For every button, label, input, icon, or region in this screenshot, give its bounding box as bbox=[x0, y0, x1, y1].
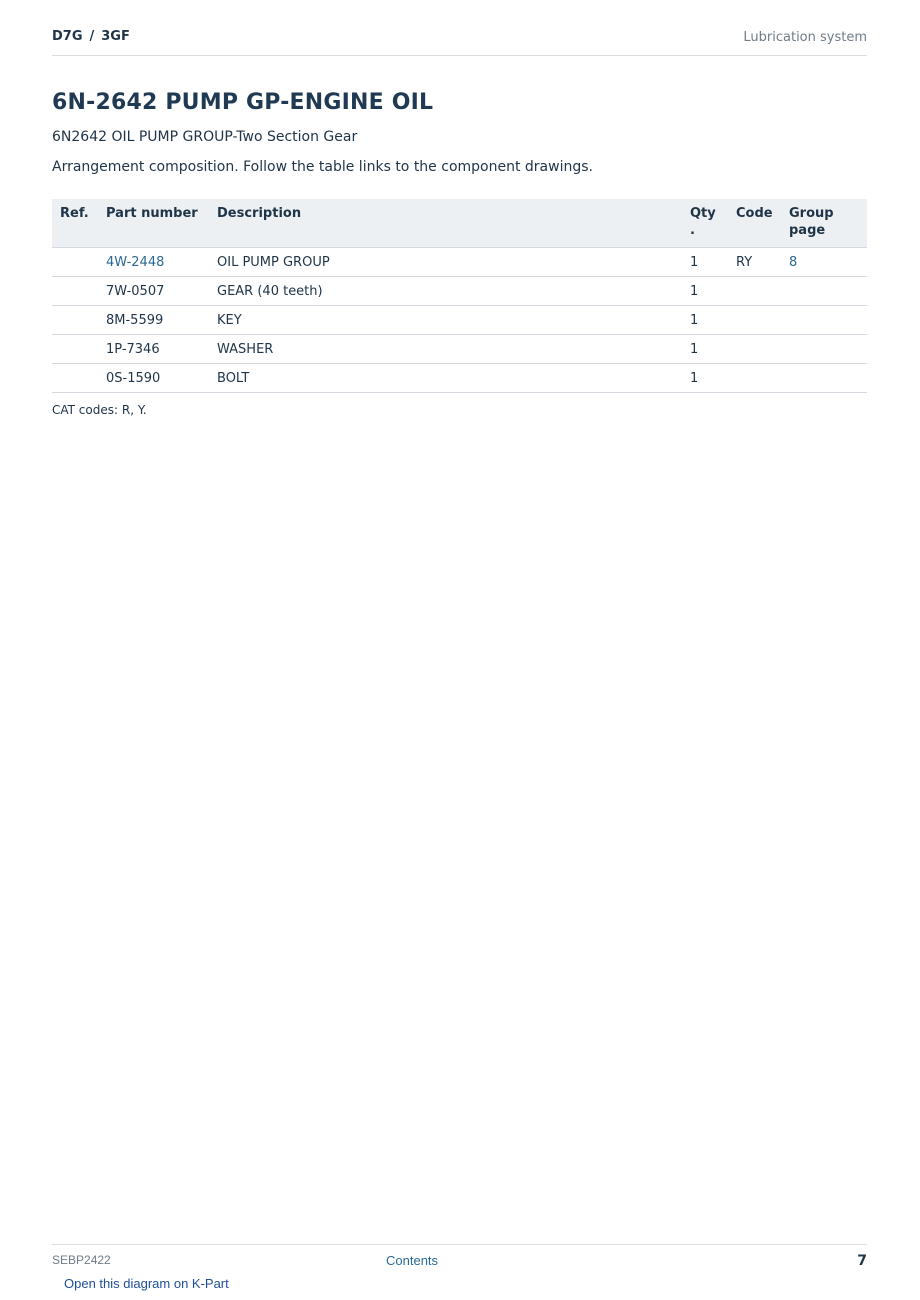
column-header-qty bbox=[690, 199, 736, 248]
cell-ref bbox=[52, 248, 106, 277]
cell-group-page bbox=[789, 364, 867, 393]
open-in-kpart-link[interactable]: Open this diagram on K-Part bbox=[64, 1276, 229, 1291]
cell-code bbox=[736, 277, 789, 306]
column-header-page-label: page bbox=[789, 223, 826, 238]
cell-part-number: 0S-1590 bbox=[106, 364, 217, 393]
column-header-qty-label: Qty bbox=[690, 206, 716, 221]
page-footer bbox=[52, 1244, 867, 1272]
breadcrumb-separator: / bbox=[89, 29, 95, 44]
cell-qty: 1 bbox=[690, 335, 736, 364]
page-title: 6N-2642 PUMP GP-ENGINE OIL bbox=[52, 90, 434, 115]
column-header-part-number: Part number bbox=[106, 199, 217, 248]
intro-text: Arrangement composition. Follow the table links to the component drawings. bbox=[52, 159, 593, 175]
cell-code bbox=[736, 364, 789, 393]
contents-link[interactable]: Contents bbox=[386, 1253, 439, 1268]
page-number: 7 bbox=[857, 1253, 867, 1269]
breadcrumb-model: D7G bbox=[52, 29, 83, 44]
column-header-description: Description bbox=[217, 199, 690, 248]
table-row bbox=[52, 335, 867, 364]
table-row bbox=[52, 306, 867, 335]
cell-group-page bbox=[789, 335, 867, 364]
cell-qty: 1 bbox=[690, 306, 736, 335]
table-row bbox=[52, 364, 867, 393]
cell-part-number bbox=[106, 248, 217, 277]
cell-code: RY bbox=[736, 248, 789, 277]
cell-part-number: 8M-5599 bbox=[106, 306, 217, 335]
cell-description: KEY bbox=[217, 306, 690, 335]
cell-ref bbox=[52, 306, 106, 335]
cell-qty: 1 bbox=[690, 277, 736, 306]
cell-part-number: 1P-7346 bbox=[106, 335, 217, 364]
table-row bbox=[52, 277, 867, 306]
table-row bbox=[52, 248, 867, 277]
part-number-link[interactable]: 4W-2448 bbox=[106, 254, 165, 270]
cell-ref bbox=[52, 335, 106, 364]
page-header bbox=[52, 28, 867, 56]
parts-table bbox=[52, 199, 867, 393]
cell-qty: 1 bbox=[690, 248, 736, 277]
cell-qty: 1 bbox=[690, 364, 736, 393]
section-name: Lubrication system bbox=[743, 30, 867, 45]
cell-description: OIL PUMP GROUP bbox=[217, 248, 690, 277]
cell-description: BOLT bbox=[217, 364, 690, 393]
document-id: SEBP2422 bbox=[52, 1253, 111, 1267]
cell-part-number: 7W-0507 bbox=[106, 277, 217, 306]
breadcrumb bbox=[52, 29, 130, 44]
page-subtitle: 6N2642 OIL PUMP GROUP-Two Section Gear bbox=[52, 129, 358, 145]
cell-ref bbox=[52, 277, 106, 306]
cell-code bbox=[736, 306, 789, 335]
column-header-qty-dot: . bbox=[690, 223, 695, 238]
cell-ref bbox=[52, 364, 106, 393]
cell-group-page bbox=[789, 306, 867, 335]
cell-code bbox=[736, 335, 789, 364]
cell-group-page bbox=[789, 248, 867, 277]
cell-description: WASHER bbox=[217, 335, 690, 364]
column-header-ref: Ref. bbox=[52, 199, 106, 248]
column-header-code: Code bbox=[736, 199, 789, 248]
cell-group-page bbox=[789, 277, 867, 306]
column-header-group-label: Group bbox=[789, 206, 834, 221]
cat-codes-note: CAT codes: R, Y. bbox=[52, 403, 147, 417]
group-page-link[interactable]: 8 bbox=[789, 254, 798, 270]
breadcrumb-serial-prefix: 3GF bbox=[101, 29, 130, 44]
column-header-group-page bbox=[789, 199, 867, 248]
table-header-row bbox=[52, 199, 867, 248]
cell-description: GEAR (40 teeth) bbox=[217, 277, 690, 306]
